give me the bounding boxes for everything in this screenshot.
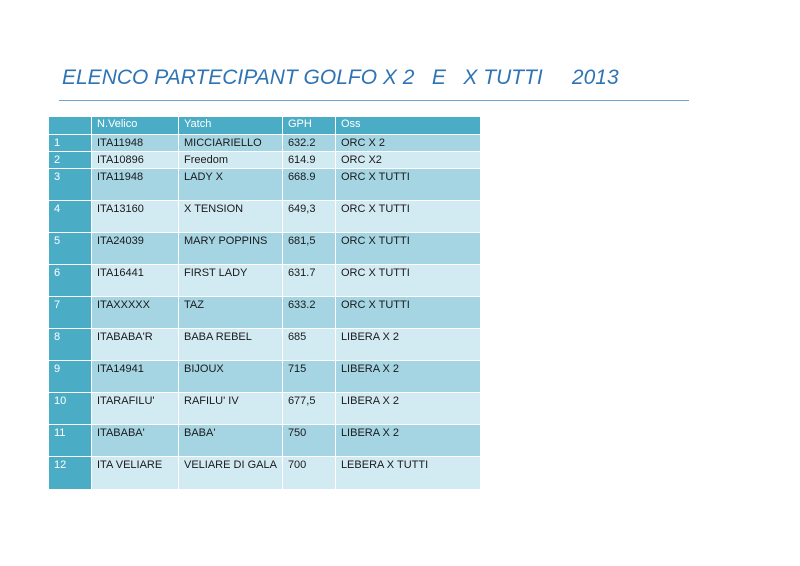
row-velico: ITA16441: [92, 265, 179, 297]
row-oss: ORC X TUTTI: [335, 233, 480, 265]
row-yatch: BIJOUX: [179, 361, 283, 393]
row-velico: ITABABA'R: [92, 329, 179, 361]
row-yatch: TAZ: [179, 297, 283, 329]
row-yatch: BABA REBEL: [179, 329, 283, 361]
header-gph: GPH: [282, 117, 335, 135]
row-gph: 700: [282, 457, 335, 490]
table-row: [49, 169, 481, 201]
row-oss: LIBERA X 2: [335, 425, 480, 457]
participants-table: [48, 116, 481, 490]
row-velico: ITA24039: [92, 233, 179, 265]
row-num: 11: [49, 425, 92, 457]
row-oss: ORC X2: [335, 152, 480, 169]
row-velico: ITA VELIARE: [92, 457, 179, 490]
row-num: 5: [49, 233, 92, 265]
table-row: [49, 297, 481, 329]
row-oss: LIBERA X 2: [335, 329, 480, 361]
header-num: [49, 117, 92, 135]
row-gph: 614.9: [282, 152, 335, 169]
row-yatch: Freedom: [179, 152, 283, 169]
row-yatch: LADY X: [179, 169, 283, 201]
row-num: 8: [49, 329, 92, 361]
row-gph: 649,3: [282, 201, 335, 233]
row-oss: ORC X TUTTI: [335, 169, 480, 201]
row-oss: LIBERA X 2: [335, 361, 480, 393]
row-gph: 631.7: [282, 265, 335, 297]
row-num: 10: [49, 393, 92, 425]
row-oss: LEBERA X TUTTI: [335, 457, 480, 490]
table-row: [49, 201, 481, 233]
row-gph: 677,5: [282, 393, 335, 425]
page-title: ELENCO PARTECIPANT GOLFO X 2 E X TUTTI 2013: [62, 66, 619, 89]
table-row: [49, 152, 481, 169]
row-velico: ITA11948: [92, 169, 179, 201]
row-oss: LIBERA X 2: [335, 393, 480, 425]
row-gph: 632.2: [282, 135, 335, 152]
row-velico: ITA14941: [92, 361, 179, 393]
row-gph: 633.2: [282, 297, 335, 329]
table-row: [49, 393, 481, 425]
table-row: [49, 233, 481, 265]
row-yatch: FIRST LADY: [179, 265, 283, 297]
row-num: 7: [49, 297, 92, 329]
row-yatch: RAFILU' IV: [179, 393, 283, 425]
header-yatch: Yatch: [179, 117, 283, 135]
table-row: [49, 457, 481, 490]
row-yatch: BABA': [179, 425, 283, 457]
table-row: [49, 425, 481, 457]
table-row: [49, 329, 481, 361]
row-velico: ITARAFILU': [92, 393, 179, 425]
row-velico: ITA11948: [92, 135, 179, 152]
row-oss: ORC X TUTTI: [335, 297, 480, 329]
row-yatch: MARY POPPINS: [179, 233, 283, 265]
header-velico: N.Velico: [92, 117, 179, 135]
row-yatch: VELIARE DI GALA: [179, 457, 283, 490]
row-gph: 750: [282, 425, 335, 457]
table-row: [49, 265, 481, 297]
row-oss: ORC X TUTTI: [335, 265, 480, 297]
row-yatch: MICCIARIELLO: [179, 135, 283, 152]
row-velico: ITABABA': [92, 425, 179, 457]
title-divider: [59, 100, 689, 101]
table-row: [49, 135, 481, 152]
row-velico: ITAXXXXX: [92, 297, 179, 329]
row-gph: 715: [282, 361, 335, 393]
row-num: 2: [49, 152, 92, 169]
row-velico: ITA10896: [92, 152, 179, 169]
row-num: 1: [49, 135, 92, 152]
header-oss: Oss: [335, 117, 480, 135]
row-num: 9: [49, 361, 92, 393]
row-num: 4: [49, 201, 92, 233]
table-header-row: [49, 117, 481, 135]
row-gph: 668.9: [282, 169, 335, 201]
row-yatch: X TENSION: [179, 201, 283, 233]
row-num: 12: [49, 457, 92, 490]
row-num: 6: [49, 265, 92, 297]
row-velico: ITA13160: [92, 201, 179, 233]
row-oss: ORC X TUTTI: [335, 201, 480, 233]
row-gph: 685: [282, 329, 335, 361]
row-num: 3: [49, 169, 92, 201]
table-row: [49, 361, 481, 393]
row-oss: ORC X 2: [335, 135, 480, 152]
row-gph: 681,5: [282, 233, 335, 265]
